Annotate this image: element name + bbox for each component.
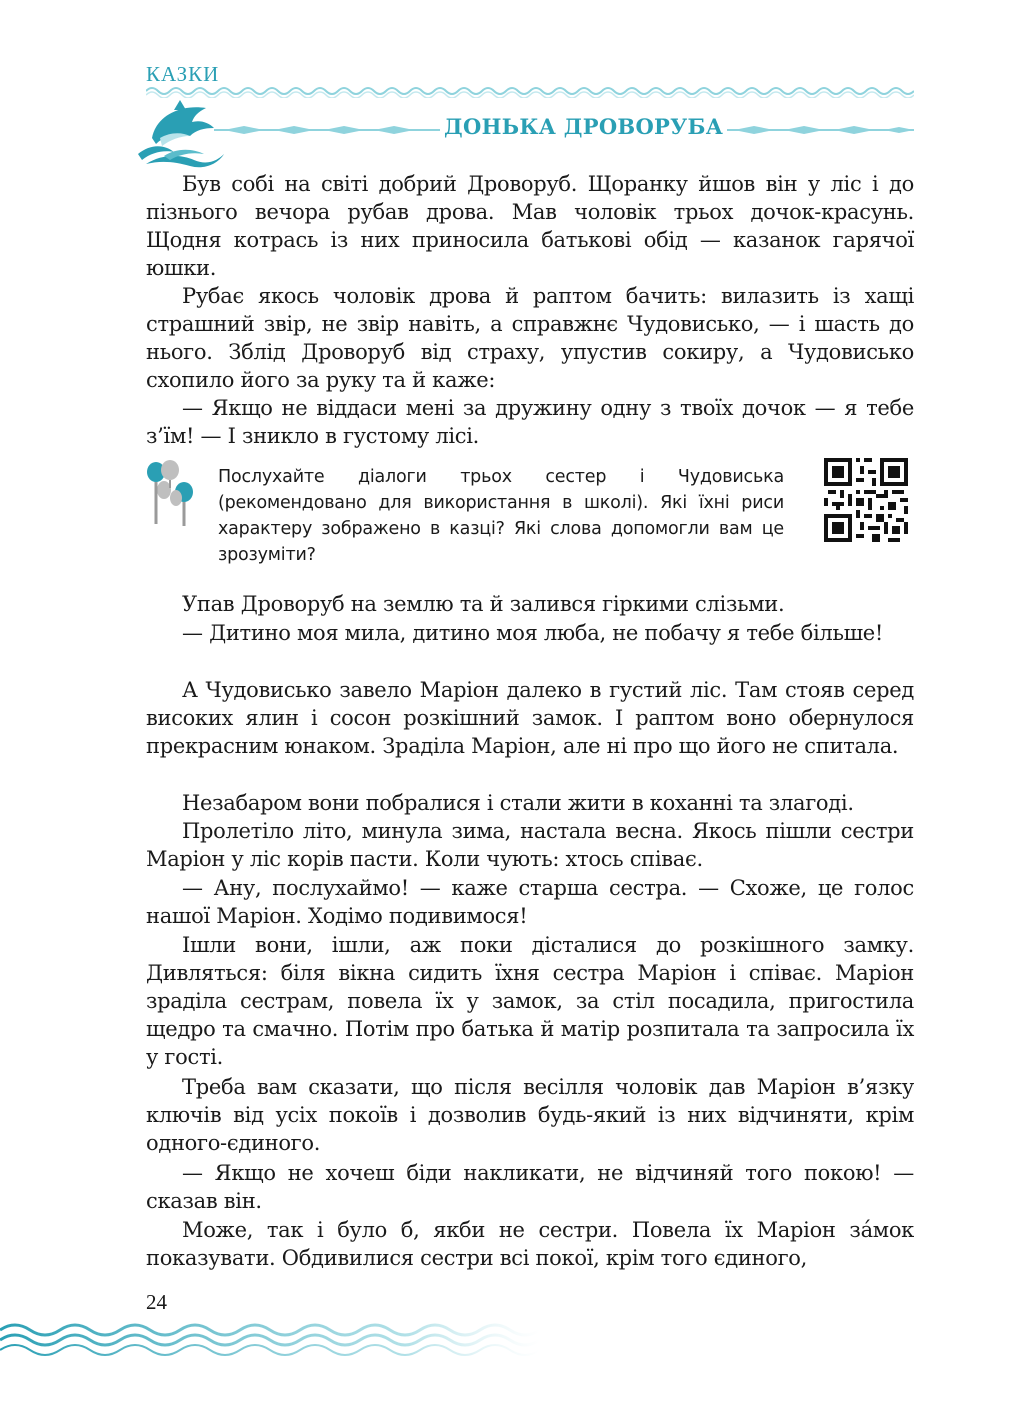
story-paragraph: А Чудовисько завело Маріон далеко в густий ліс. Там стояв серед високих ялин і сосон розкішний замок. І раптом воно обернулося прекрасним юнаком. Зраділа Маріон, але ні про що його не спитала. — [146, 678, 914, 758]
story-paragraph: Був собі на світі добрий Дроворуб. Щоранку йшов він у ліс і до пізнього вечора рубав дрова. Мав чоловік трьох дочок-красунь. Щодня котрась із них приносила батькові обід — казанок гарячої юшки. — [146, 172, 914, 280]
story-paragraph: Треба вам сказати, що після весілля чоловік дав Маріон в’язку ключів від усіх покоїв і дозволив будь-який із них відчиняти, крім одного-єдиного. — [146, 1075, 914, 1155]
dolphin-icon — [134, 98, 226, 168]
story-paragraph: Пролетіло літо, минула зима, настала весна. Якось пішли сестри Маріон у ліс корів пасти. Коли чують: хтось співає. — [146, 819, 914, 871]
story-paragraph: — Дитино моя мила, дитино моя люба, не побачу я тебе більше! — [182, 621, 884, 645]
headphones-icon — [140, 458, 210, 530]
task-text: Послухайте діалоги трьох сестер і Чудовиська (рекомендовано для використання в школі). Які їхні риси характеру зображено в казці? Які слова допомогли вам це зрозуміти? — [218, 467, 784, 565]
story-paragraph: Незабаром вони побралися і стали жити в коханні та злагоді. — [182, 791, 854, 815]
story-title: ДОНЬКА ДРОВОРУБА — [440, 114, 727, 139]
story-paragraph: — Якщо не віддаси мені за дружину одну з твоїх дочок — я тебе з’їм! — І зникло в густому лісі. — [146, 396, 914, 448]
bottom-wave-decoration — [0, 1316, 540, 1360]
section-label: КАЗКИ — [146, 62, 220, 86]
story-paragraph: Ішли вони, ішли, аж поки дісталися до розкішного замку. Дивляться: біля вікна сидить їхня сестра Маріон і співає. Маріон зраділа сестрам, повела їх у замок, за стіл посадила, пригостила щедро та смачно. Потім про батька й матір розпитала та запросила їх у гості. — [146, 933, 914, 1069]
story-paragraph: Може, так і було б, якби не сестри. Повела їх Маріон за́мок показувати. Обдивилися сестри всі покої, крім того єдиного, — [146, 1218, 914, 1270]
story-paragraph: — Ану, послухаймо! — каже старша сестра. — Схоже, це голос нашої Маріон. Ходімо подивимося! — [146, 876, 914, 928]
qr-code-icon[interactable] — [824, 458, 908, 542]
story-paragraph: Упав Дроворуб на землю та й залився гіркими слізьми. — [182, 592, 785, 616]
story-paragraph: Рубає якось чоловік дрова й раптом бачить: вилазить із хащі страшний звір, не звір навіть, а справжнє Чудовисько, — і шасть до нього. Зблід Дроворуб від страху, упустив сокиру, а Чудовисько схопило його за руку та й каже: — [146, 284, 914, 392]
story-paragraph: — Якщо не хочеш біди накликати, не відчиняй того покою! — сказав він. — [146, 1161, 914, 1213]
page-number: 24 — [146, 1290, 167, 1314]
top-wave-divider — [146, 84, 914, 98]
